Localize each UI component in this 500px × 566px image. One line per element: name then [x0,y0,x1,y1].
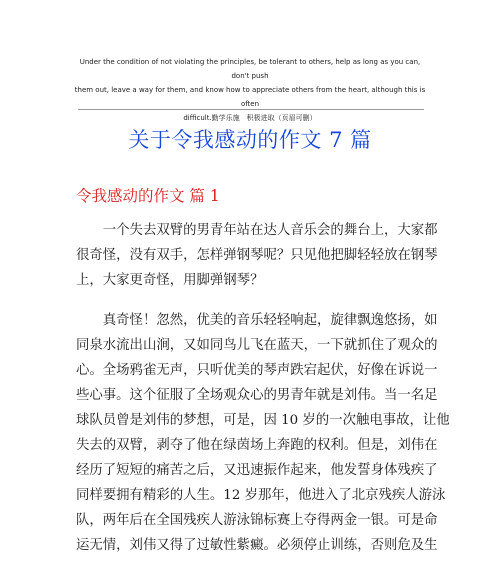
document-title: 关于令我感动的作文 7 篇 [128,128,372,152]
paragraph-line: 同泉水流出山涧，又如同鸟儿飞在蓝天，一下就抓住了观众的 [76,338,438,353]
paragraph-line: 同样要拥有精彩的人生。12 岁那年，他进入了北京残疾人游泳 [76,488,446,503]
page-header-note [70,55,430,125]
paragraph-line: 些心事。这个征服了全场观众心的男青年就是刘伟。当一名足 [76,388,438,403]
paragraph-line: 运无情，刘伟又得了过敏性紫癜。必须停止训练，否则危及生 [76,538,438,553]
paragraph-line: 经历了短短的痛苦之后，又迅速振作起来，他发誓身体残疾了 [76,463,438,478]
header-note-line: Under the condition of not violating the principles, be tolerant to others, help as long as you can, don't push [79,58,421,80]
paragraph-line: 上，大家更奇怪，用脚弹钢琴？ [76,273,264,288]
paragraph-line: 失去的双臂，剥夺了他在绿茵场上奔跑的权利。但是，刘伟在 [76,438,438,453]
header-note-line: them out, leave a way for them, and know how to appreciate others from the heart, although this is often [74,86,426,108]
paragraph-line: 真奇怪！忽然，优美的音乐轻轻响起，旋律飘逸悠扬，如 [76,313,438,328]
paragraph-line: 球队员曾是刘伟的梦想，可是，因 10 岁的一次触电事故，让他 [76,413,450,428]
paragraph-line: 心。全场鸦雀无声，只听优美的琴声跌宕起伏，好像在诉说一 [76,363,438,378]
paragraph-line: 很奇怪，没有双手，怎样弹钢琴呢？只见他把脚轻轻放在钢琴 [76,248,438,263]
paragraph [76,308,450,558]
paragraph-line: 队，两年后在全国残疾人游泳锦标赛上夺得两金一银。可是命 [76,513,438,528]
paragraph-line: 一个失去双臂的男青年站在达人音乐会的舞台上，大家都 [76,223,438,238]
header-note-line: difficult.勤学乐施 积极进取（页眉可删） [183,114,317,122]
header-divider [78,109,424,110]
section-heading: 令我感动的作文 篇 1 [76,187,220,205]
paragraph [76,218,438,293]
